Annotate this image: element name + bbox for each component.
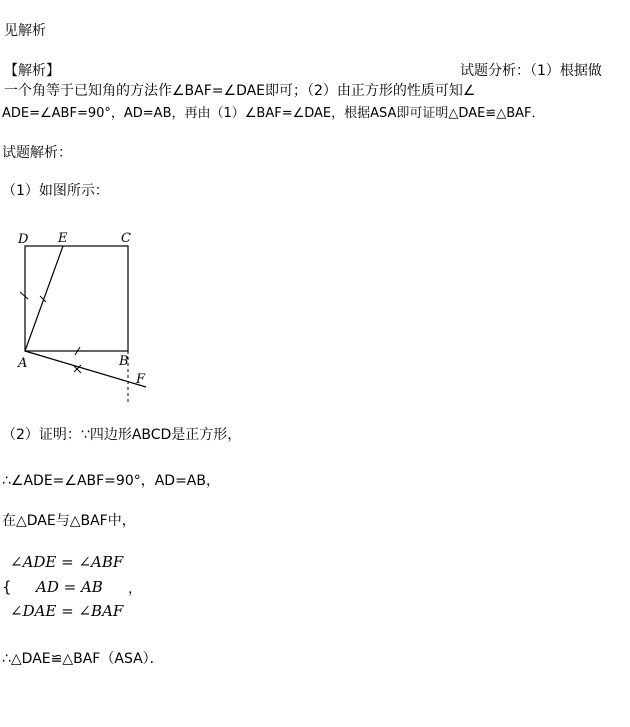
therefore-line-1: ∴∠ADE=∠ABF=90°，AD=AB， bbox=[2, 473, 220, 489]
system-comma: ， bbox=[128, 581, 142, 597]
label-c: C bbox=[121, 231, 131, 246]
equation-1: ∠ADE = ∠ABF bbox=[10, 553, 124, 571]
segment-ae bbox=[25, 246, 63, 351]
tick-ad bbox=[20, 292, 28, 299]
analysis-label: 【解析】 bbox=[4, 63, 60, 79]
analysis-line-1: 一个角等于已知角的方法作∠BAF=∠DAE即可；（2）由正方形的性质可知∠ bbox=[4, 83, 476, 99]
label-d: D bbox=[18, 232, 29, 247]
solution-label: 试题解析： bbox=[2, 145, 72, 161]
label-b: B bbox=[119, 354, 129, 369]
equation-2: AD = AB bbox=[36, 578, 103, 596]
square-figure bbox=[0, 220, 170, 410]
part-1-heading: （1）如图所示： bbox=[2, 183, 109, 199]
analysis-line-2: ADE=∠ABF=90°，AD=AB，再由（1）∠BAF=∠DAE，根据ASA即可证明△DAE≌△BAF． bbox=[2, 106, 545, 121]
square-abcd bbox=[25, 246, 128, 351]
answer-title: 见解析 bbox=[4, 23, 46, 39]
analysis-intro: 试题分析：（1）根据做 bbox=[460, 63, 602, 79]
part-2-heading: （2）证明：∵四边形ABCD是正方形， bbox=[2, 427, 242, 443]
system-brace: { bbox=[2, 578, 12, 596]
label-e: E bbox=[58, 231, 68, 246]
conclusion-line: ∴△DAE≌△BAF（ASA）． bbox=[2, 651, 164, 667]
equation-3: ∠DAE = ∠BAF bbox=[10, 602, 124, 620]
in-triangles-line: 在△DAE与△BAF中， bbox=[2, 513, 136, 529]
label-f: F bbox=[136, 372, 146, 387]
label-a: A bbox=[18, 356, 28, 371]
